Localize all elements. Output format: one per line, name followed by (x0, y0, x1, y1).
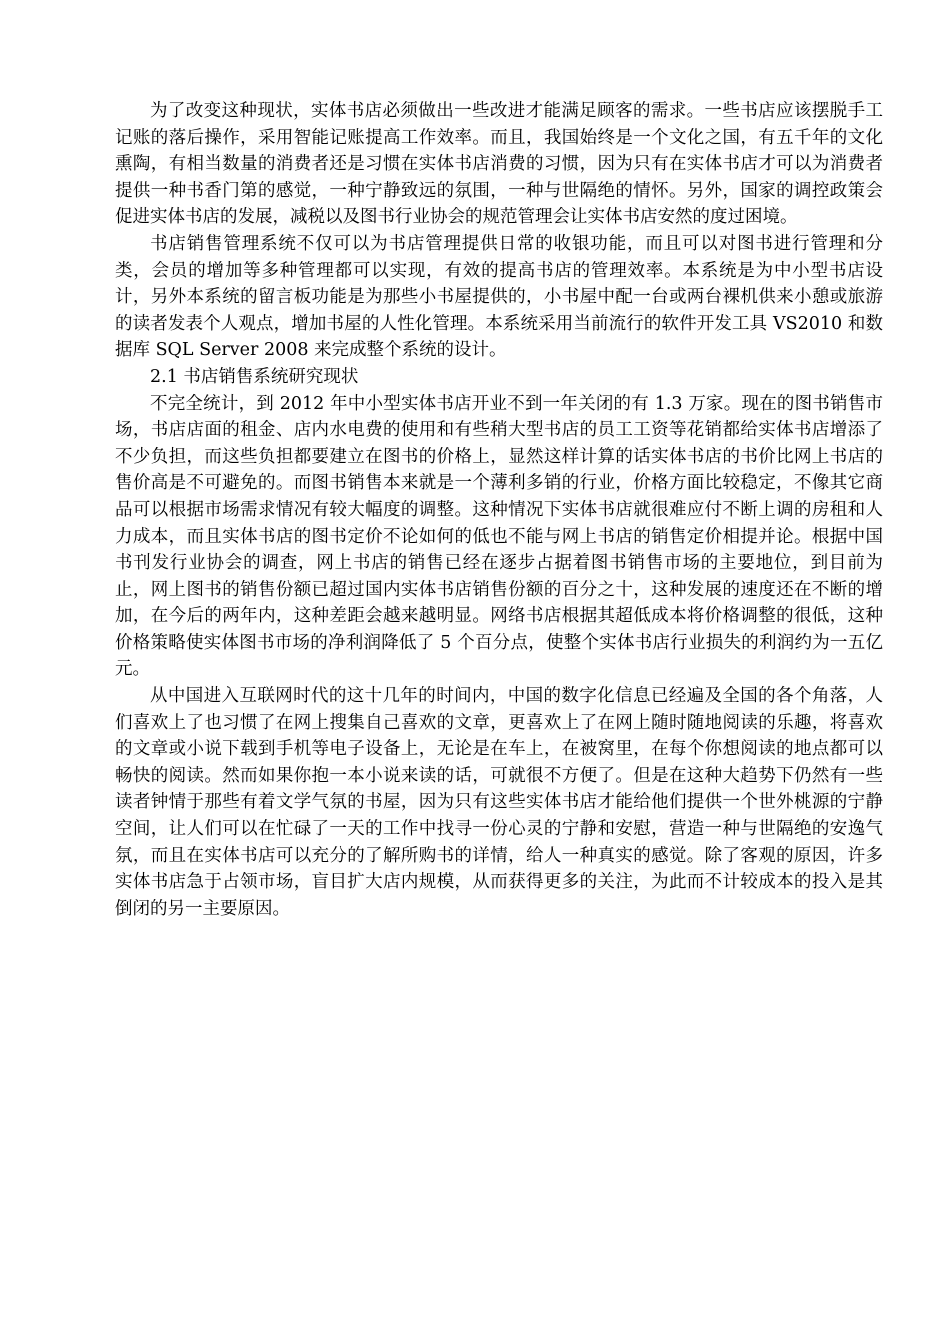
document-page (115, 98, 883, 922)
section-heading: 2.1 书店销售系统研究现状 (150, 366, 359, 387)
paragraph-system: 书店销售管理系统不仅可以为书店管理提供日常的收银功能，而且可以对图书进行管理和分类，会员的增加等多种管理都可以实现，有效的提高书店的管理效率。本系统是为中小型书店设计，另外本系统的留言板功能是为那些小书屋提供的，小书屋中配一台或两台裸机供来小憩或旅游的读者发表个人观点，增加书屋的人性化管理。本系统采用当前流行的软件开发工具 VS2010 和数据库 SQL Server 2008 来完成整个系统的设计。 (115, 233, 883, 361)
paragraph-internet-era: 从中国进入互联网时代的这十几年的时间内，中国的数字化信息已经遍及全国的各个角落，人们喜欢上了也习惯了在网上搜集自己喜欢的文章，更喜欢上了在网上随时随地阅读的乐趣，将喜欢的文章或小说下载到手机等电子设备上，无论是在车上，在被窝里，在每个你想阅读的地点都可以畅快的阅读。然而如果你抱一本小说来读的话，可就很不方便了。但是在这种大趋势下仍然有一些读者钟情于那些有着文学气氛的书屋，因为只有这些实体书店才能给他们提供一个世外桃源的宁静空间，让人们可以在忙碌了一天的工作中找寻一份心灵的宁静和安慰，营造一种与世隔绝的安逸气氛，而且在实体书店可以充分的了解所购书的详情，给人一种真实的感觉。除了客观的原因，许多实体书店急于占领市场，盲目扩大店内规模，从而获得更多的关注，为此而不计较成本的投入是其倒闭的另一主要原因。 (115, 686, 883, 919)
paragraph-statistics: 不完全统计，到 2012 年中小型实体书店开业不到一年关闭的有 1.3 万家。现在的图书销售市场，书店店面的租金、店内水电费的使用和有些稍大型书店的员工工资等花销都给实体书店增添了不少负担，而这些负担都要建立在图书的价格上，显然这样计算的话实体书店的书价比网上书店的售价高是不可避免的。而图书销售本来就是一个薄利多销的行业，价格方面比较稳定，不像其它商品可以根据市场需求情况有较大幅度的调整。这种情况下实体书店就很难应付不断上调的房租和人力成本，而且实体书店的图书定价不论如何的低也不能与网上书店的销售定价相提并论。根据中国书刊发行业协会的调查，网上书店的销售已经在逐步占据着图书销售市场的主要地位，到目前为止，网上图书的销售份额已超过国内实体书店销售份额的百分之十，这种发展的速度还在不断的增加，在今后的两年内，这种差距会越来越明显。网络书店根据其超低成本将价格调整的很低，这种价格策略使实体图书市场的净利润降低了 5 个百分点，使整个实体书店行业损失的利润约为一五亿元。 (115, 393, 883, 680)
paragraph-intro: 为了改变这种现状，实体书店必须做出一些改进才能满足顾客的需求。一些书店应该摆脱手工记账的落后操作，采用智能记账提高工作效率。而且，我国始终是一个文化之国，有五千年的文化熏陶，有相当数量的消费者还是习惯在实体书店消费的习惯，因为只有在实体书店才可以为消费者提供一种书香门第的感觉，一种宁静致远的氛围，一种与世隔绝的情怀。另外，国家的调控政策会促进实体书店的发展，减税以及图书行业协会的规范管理会让实体书店安然的度过困境。 (115, 101, 883, 228)
